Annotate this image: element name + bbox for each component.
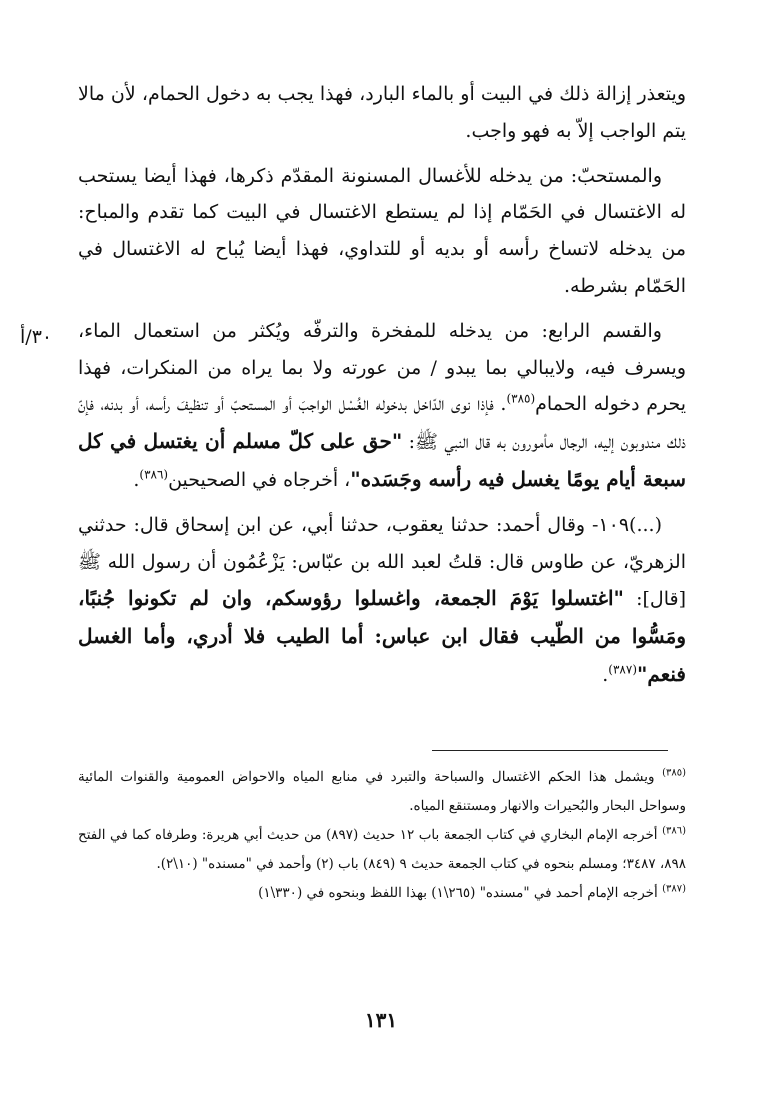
footnote-386 — [78, 821, 686, 879]
paragraph-4 — [78, 507, 686, 694]
paragraph-2: والمستحبّ: من يدخله للأغسال المسنونة المقدّم ذكرها، فهذا أيضا يستحب له الاغتسال في الحَمّام إذا لم يستطع الاغتسال في البيت كما تقدم والمباح: من يدخله لاتساخ رأسه أو بديه أو للتداوي، فهذا أيضا يُباح له الاغتسال في الحَمّام بشرطه. — [78, 164, 686, 297]
hadith-quote-1: "حق على كلّ مسلم أن يغتسل في كل سبعة أيام يومًا يغسل فيه رأسه وجَسَده" — [78, 429, 686, 491]
paragraph-4-text-a: (...)١٠٩- وقال أحمد: حدثنا يعقوب، حدثنا أبي، عن ابن إسحاق قال: حدثني الزهريّ، عن طاوس قال: قلتُ لعبد الله بن عبّاس: يَزْعُمُون أن رسول الله ﷺ [قال]: — [78, 513, 686, 611]
manuscript-folio-marker: ٣٠/أ — [20, 326, 53, 348]
paragraph-3-text-a: والقسم الرابع: من يدخله للمفخرة والترفّه ويُكثر من استعمال الماء، ويسرف فيه، ولايبالي بما يبدو / من عورته ولا بما يراه من المنكرات، فهذا يحرم دخوله الحمام — [78, 319, 686, 416]
footnote-marker: (٣٨٥) — [662, 767, 686, 779]
paragraph-3 — [78, 313, 686, 499]
footnote-385 — [78, 763, 686, 821]
footnotes — [78, 763, 686, 908]
paragraph-3-text-c: ، أخرجاه في الصحيحين — [168, 468, 351, 491]
footnote-text: أخرجه الإمام البخاري في كتاب الجمعة باب ١٢ حديث (٨٩٧) من حديث أبي هريرة: وطرفاه كما في الفتح ٨٩٨، ٣٤٨٧؛ ومسلم بنحوه في كتاب الجمعة حديث ٩ (٨٤٩) باب (٢) وأحمد في "مسنده" (١٠\٢). — [78, 827, 686, 872]
paragraph-3-end: . — [133, 468, 140, 491]
footnote-387 — [78, 879, 686, 908]
footnote-text: ويشمل هذا الحكم الاغتسال والسباحة والتبرد في منابع المياه والاحواض العمومية والقنوات المائية وسواحل البحار والبُحيرات والانهار ومستنقع المياه. — [78, 769, 686, 814]
footnote-text: أخرجه الإمام أحمد في "مسنده" (٢٦٥\١) بهذا اللفظ وبنحوه في (٣٣٠\١) — [258, 885, 658, 901]
paragraph-3-text-b: . فإذا نوى الدّاخل بدخوله الغُسْل الواجبَ أو المستحبّ أو تنظيفَ رأسه، أو بدنه، فإنّ ذلك مندوبون إليه، الرجال مأمورون به قال النبي ﷺ: — [78, 393, 686, 454]
hadith-quote-2: "اغتسلوا يَوْمَ الجمعة، واغسلوا رؤوسكم، وان لم تكونوا جُنبًا، ومَسُّوا من الطّيب فقال ابن عباس: أما الطيب فلا أدري، وأما الغسل فنعم" — [78, 586, 686, 686]
footnote-ref-386[interactable]: (٣٨٦) — [139, 467, 169, 482]
footnote-marker: (٣٨٦) — [662, 825, 686, 837]
page-number: ١٣١ — [364, 1008, 398, 1032]
paragraph-1: ويتعذر إزالة ذلك في البيت أو بالماء البارد، فهذا يجب به دخول الحمام، لأن مالا يتم الواجب إلاّ به فهو واجب. — [78, 83, 686, 142]
paragraph-4-end: . — [602, 663, 609, 686]
footnote-ref-387[interactable]: (٣٨٧) — [608, 662, 638, 677]
footnote-ref-385[interactable]: (٣٨٥) — [506, 392, 536, 407]
footnote-marker: (٣٨٧) — [662, 883, 686, 895]
footnote-divider — [432, 750, 668, 751]
main-text — [78, 76, 686, 694]
